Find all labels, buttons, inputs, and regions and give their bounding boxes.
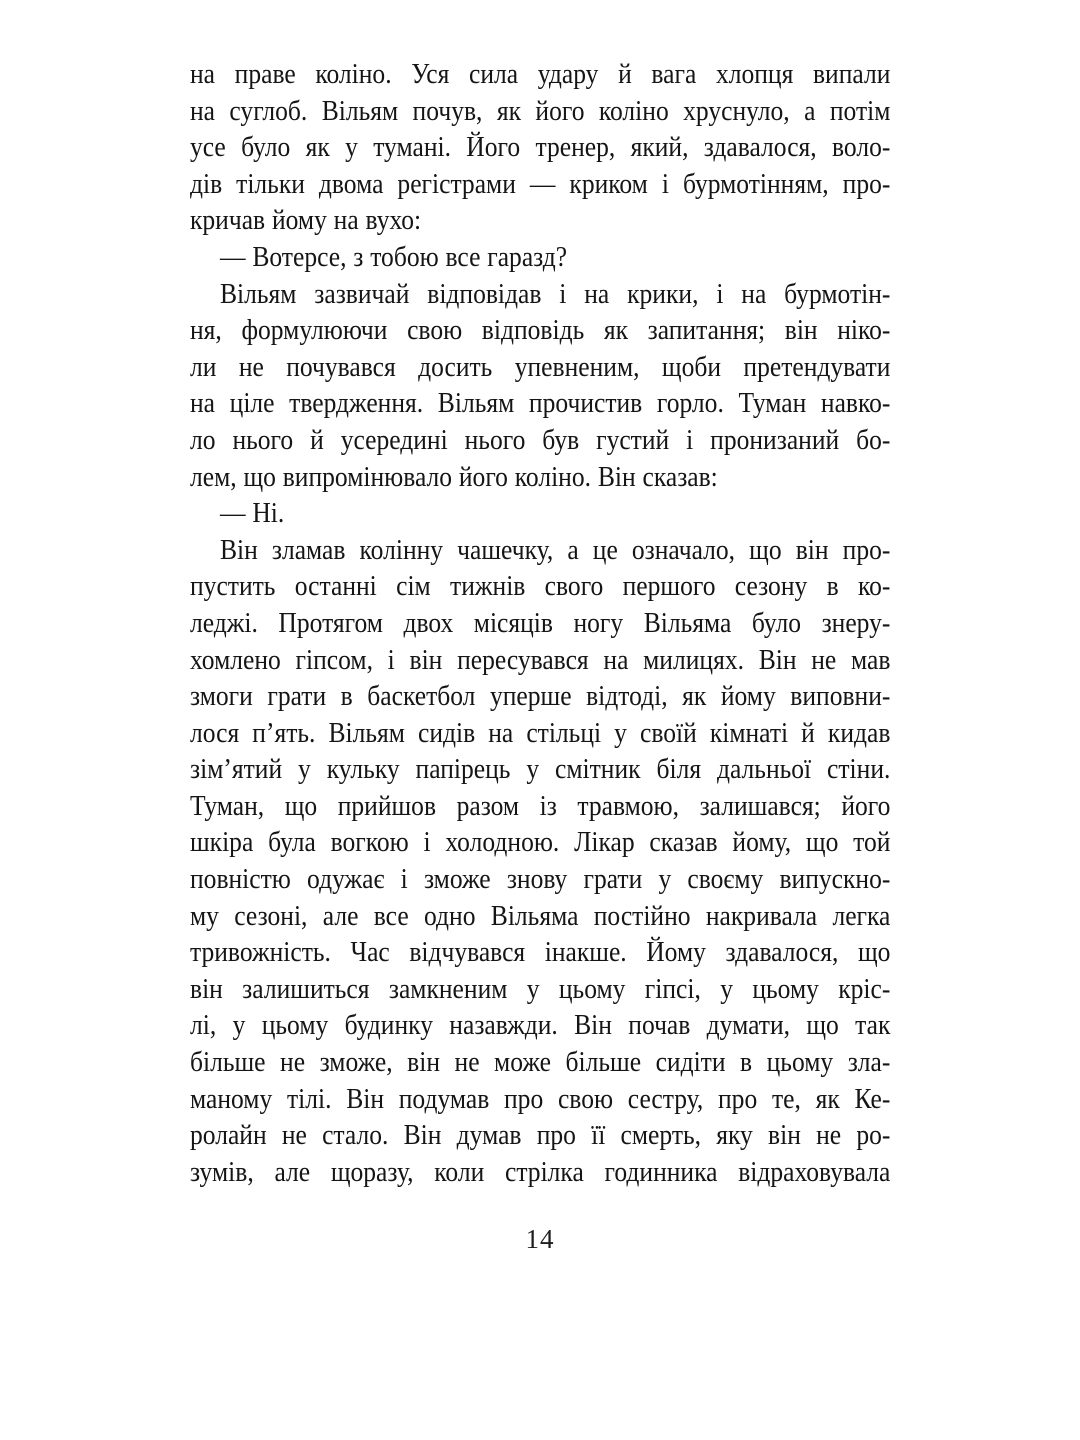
text-line: він залишиться замкненим у цьому гіпсі, у цьому кріс-	[190, 972, 891, 1005]
text-line: — Вотерсе, з тобою все гаразд?	[219, 240, 568, 273]
page-text	[190, 56, 890, 1190]
text-line: му сезоні, але все одно Вільяма постійно накривала легка	[190, 899, 891, 932]
text-line: змоги грати в баскетбол уперше відтоді, як йому виповни-	[190, 680, 891, 713]
text-line: дів тільки двома регістрами — криком і бурмотінням, про-	[190, 167, 891, 200]
text-line: шкіра була вогкою і холодною. Лікар сказав йому, що той	[190, 826, 891, 859]
text-line: маному тілі. Він подумав про свою сестру, про те, як Ке-	[190, 1082, 891, 1115]
text-line: — Ні.	[219, 497, 285, 530]
text-line: Вільям зазвичай відповідав і на крики, і на бурмотін-	[219, 277, 891, 310]
text-line: ло нього й усередині нього був густий і пронизаний бо-	[190, 423, 891, 456]
text-line: усе було як у тумані. Його тренер, який, здавалося, воло-	[190, 131, 891, 164]
text-line: лося п’ять. Вільям сидів на стільці у своїй кімнаті й кидав	[190, 716, 891, 749]
text-line: кричав йому на вухо:	[190, 204, 422, 237]
text-line: повністю одужає і зможе знову грати у своєму випускно-	[190, 863, 891, 896]
text-line: на суглоб. Вільям почув, як його коліно хруснуло, а потім	[190, 94, 891, 127]
text-line: більше не зможе, він не може більше сидіти в цьому зла-	[190, 1046, 891, 1079]
page-number: 14	[525, 1224, 555, 1254]
text-line: ли не почувався досить упевненим, щоби претендувати	[190, 350, 891, 383]
text-line: лі, у цьому будинку назавжди. Він почав думати, що так	[190, 1009, 891, 1042]
text-line: ролайн не стало. Він думав про її смерть, яку він не ро-	[190, 1119, 891, 1152]
text-line: на праве коліно. Уся сила удару й вага хлопця випали	[190, 58, 891, 90]
text-line: лем, що випромінювало його коліно. Він сказав:	[190, 460, 718, 493]
text-line: хомлено гіпсом, і він пересувався на милицях. Він не мав	[190, 643, 891, 676]
text-line: зім’ятий у кульку папірець у смітник біля дальньої стіни.	[190, 753, 891, 786]
text-line: на ціле твердження. Вільям прочистив горло. Туман навко-	[190, 387, 891, 420]
text-line: леджі. Протягом двох місяців ногу Вільяма було знеру-	[190, 606, 891, 639]
text-line: пустить останні сім тижнів свого першого сезону в ко-	[190, 570, 891, 603]
text-line: тривожність. Час відчувався інакше. Йому здавалося, що	[190, 936, 891, 969]
text-line: ня, формулюючи свою відповідь як запитання; він ніко-	[190, 314, 891, 347]
text-line: зумів, але щоразу, коли стрілка годинника відраховувала	[190, 1155, 891, 1188]
text-line: Туман, що прийшов разом із травмою, залишався; його	[190, 789, 891, 822]
text-line: Він зламав колінну чашечку, а це означало, що він про-	[219, 533, 891, 566]
